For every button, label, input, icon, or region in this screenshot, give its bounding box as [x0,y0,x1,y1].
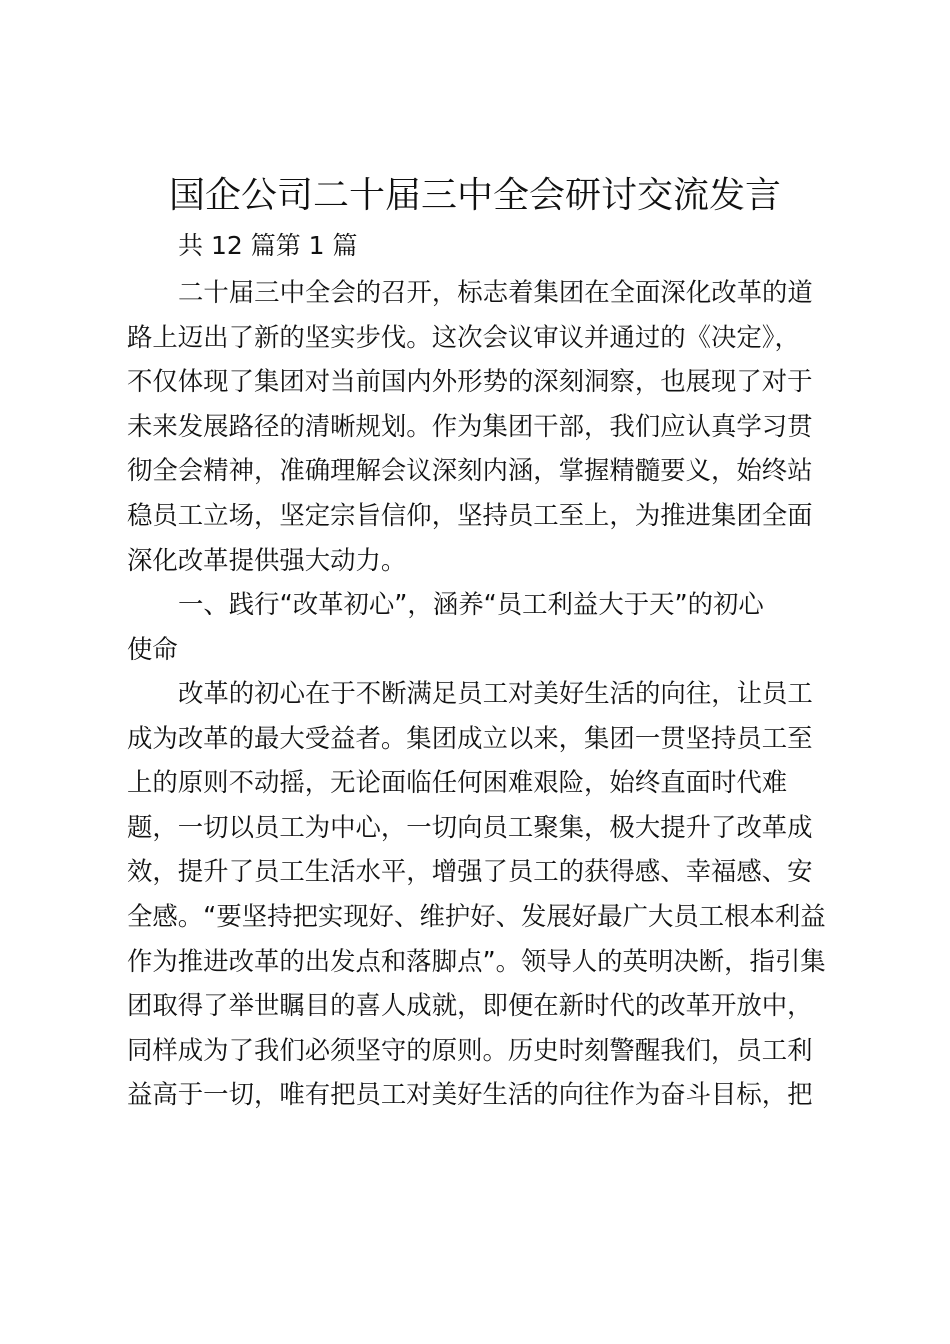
paragraph-line: 改革的初心在于不断满足员工对美好生活的向往，让员工 [178,678,813,708]
paragraph-line: 益高于一切，唯有把员工对美好生活的向往作为奋斗目标，把 [127,1079,813,1110]
section-paragraph-1 [127,671,839,1117]
section-heading-1 [127,582,839,671]
paragraph-line: 团取得了举世瞩目的喜人成就，即便在新时代的改革开放中， [127,990,813,1021]
paragraph-line: 未来发展路径的清晰规划。作为集团干部，我们应认真学习贯 [127,410,813,441]
paragraph-line: 二十届三中全会的召开，标志着集团在全面深化改革的道 [178,277,813,307]
intro-paragraph [127,270,839,582]
paragraph-line: 稳员工立场，坚定宗旨信仰，坚持员工至上，为推进集团全面 [127,499,813,530]
paragraph-line: 题，一切以员工为中心，一切向员工聚集，极大提升了改革成 [127,811,813,842]
heading-line: 使命 [127,633,178,664]
document-subtitle: 共 12 篇第 1 篇 [178,231,358,260]
paragraph-line: 上的原则不动摇，无论面临任何困难艰险，始终直面时代难 [127,767,788,798]
document-title: 国企公司二十届三中全会研讨交流发言 [168,175,781,216]
paragraph-line: 效，提升了员工生活水平，增强了员工的获得感、幸福感、安 [127,856,813,887]
paragraph-line: 成为改革的最大受益者。集团成立以来，集团一贯坚持员工至 [127,722,813,753]
paragraph-line: 不仅体现了集团对当前国内外形势的深刻洞察，也展现了对于 [127,366,813,397]
paragraph-line: 同样成为了我们必须坚守的原则。历史时刻警醒我们，员工利 [127,1034,813,1065]
paragraph-line: 路上迈出了新的坚实步伐。这次会议审议并通过的《决定》， [127,321,800,352]
paragraph-line: 深化改革提供强大动力。 [127,544,407,575]
paragraph-line: 全感。“要坚持把实现好、维护好、发展好最广大员工根本利益 [127,900,826,931]
paragraph-line: 作为推进改革的出发点和落脚点”。领导人的英明决断，指引集 [127,945,826,976]
paragraph-line: 彻全会精神，准确理解会议深刻内涵，掌握精髓要义，始终站 [127,455,813,486]
heading-line: 一、践行“改革初心”，涵养“员工利益大于天”的初心 [178,589,764,619]
